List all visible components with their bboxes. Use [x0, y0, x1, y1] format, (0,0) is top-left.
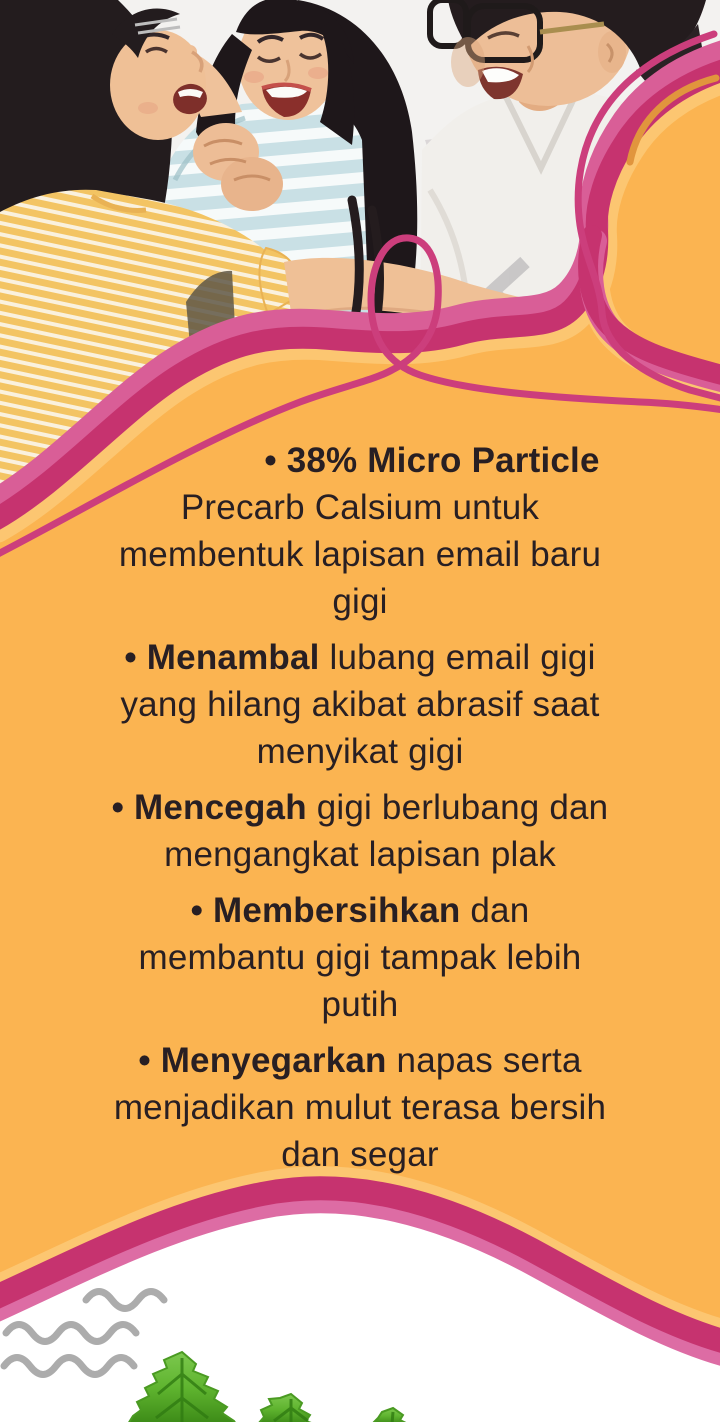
benefit-item: [30, 887, 690, 1028]
benefit-line: Precarb Calsium untuk: [180, 488, 540, 527]
benefit-line: menyikat gigi: [256, 732, 464, 771]
benefit-line: dan segar: [281, 1135, 439, 1174]
benefit-item: [30, 784, 690, 878]
benefit-line: • Mencegah gigi berlubang dan: [111, 788, 609, 827]
benefit-line: • 38% Micro Particle: [264, 441, 600, 480]
benefit-line: mengangkat lapisan plak: [164, 835, 556, 874]
benefit-line: • Membersihkan dan: [190, 891, 530, 930]
benefit-line: membantu gigi tampak lebih: [138, 938, 582, 977]
benefit-line: yang hilang akibat abrasif saat: [120, 685, 600, 724]
benefit-line: • Menambal lubang email gigi: [124, 638, 596, 677]
benefit-line: gigi: [332, 582, 388, 621]
benefit-line: membentuk lapisan email baru: [118, 535, 602, 574]
benefit-item: [30, 437, 690, 625]
benefit-item: [30, 1037, 690, 1178]
benefits-list: [30, 437, 690, 1187]
benefit-line: menjadikan mulut terasa bersih: [113, 1088, 607, 1127]
benefit-line: • Menyegarkan napas serta: [138, 1041, 582, 1080]
benefit-line: putih: [321, 985, 399, 1024]
benefit-item: [30, 634, 690, 775]
